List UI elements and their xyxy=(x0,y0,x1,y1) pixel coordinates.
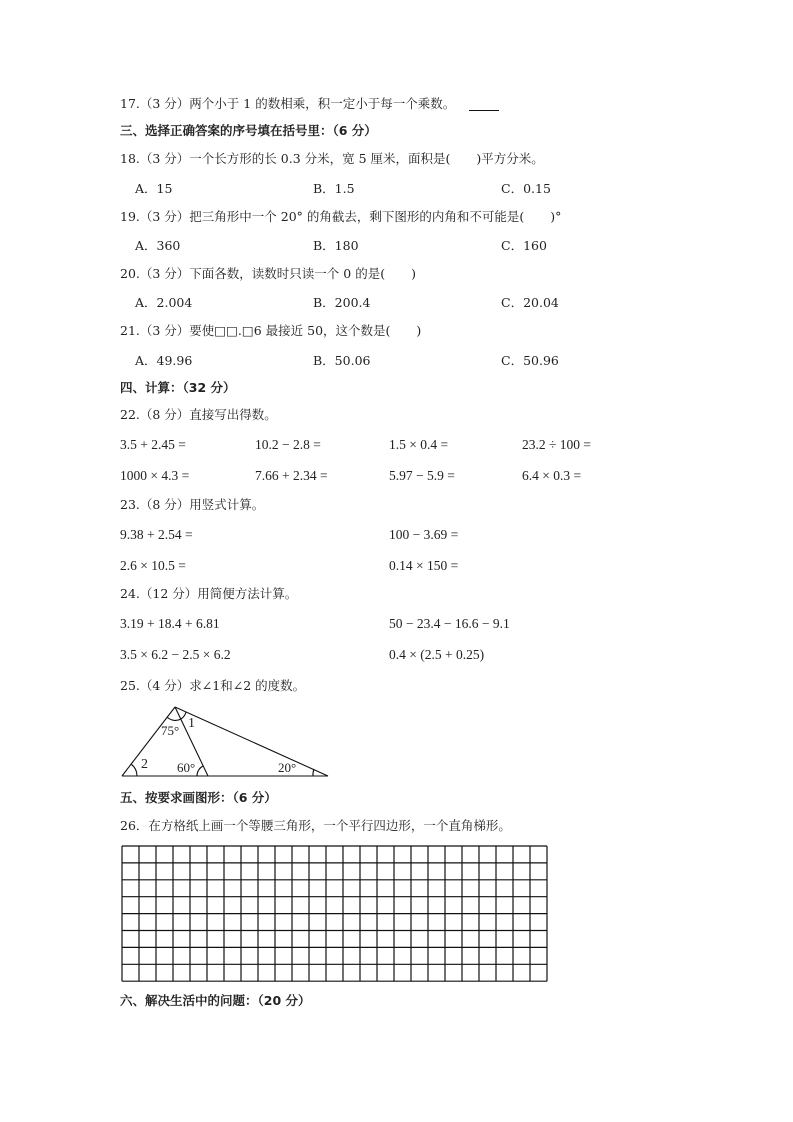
question-18-text: 18.（3 分）一个长方形的长 0.3 分米，宽 5 厘米，面积是( xyxy=(120,151,451,166)
option-a: A．360 xyxy=(135,238,181,253)
angle-label-60: 60° xyxy=(177,760,196,775)
expression: 5.97 − 5.9 = xyxy=(389,468,455,483)
question-21-text: 21.（3 分）要使□□.□6 最接近 50，这个数是( xyxy=(120,323,391,338)
question-20-suffix: ) xyxy=(411,266,416,281)
expression: 2.6 × 10.5 = xyxy=(120,558,186,573)
expression: 10.2 − 2.8 = xyxy=(255,437,321,452)
angle-label-2: 2 xyxy=(141,757,148,772)
expression: 9.38 + 2.54 = xyxy=(120,527,193,542)
expression: 7.66 + 2.34 = xyxy=(255,468,328,483)
expression: 3.19 + 18.4 + 6.81 xyxy=(120,616,220,631)
angle-label-20: 20° xyxy=(278,760,297,775)
section-6-title: 六、解决生活中的问题：（20 分） xyxy=(120,993,311,1008)
option-b: B．1.5 xyxy=(313,181,355,196)
option-c: C．50.96 xyxy=(501,353,559,368)
option-a: A．2.004 xyxy=(135,295,193,310)
option-c: C．160 xyxy=(501,238,547,253)
question-25: 25.（4 分）求∠1和∠2 的度数。 xyxy=(120,678,306,693)
expression: 6.4 × 0.3 = xyxy=(522,468,582,483)
expression: 3.5 × 6.2 − 2.5 × 6.2 xyxy=(120,647,231,662)
option-a: A．15 xyxy=(135,181,173,196)
option-b: B．50.06 xyxy=(313,353,371,368)
question-17-text: 17.（3 分）两个小于 1 的数相乘，积一定小于每一个乘数。 xyxy=(120,96,456,111)
question-19-suffix: )° xyxy=(550,209,562,224)
section-4-title: 四、计算：（32 分） xyxy=(120,380,236,395)
option-c: C．0.15 xyxy=(501,181,551,196)
option-b: B．200.4 xyxy=(313,295,371,310)
angle-label-1: 1 xyxy=(188,716,195,731)
expression: 50 − 23.4 − 16.6 − 9.1 xyxy=(389,616,510,631)
expression: 3.5 + 2.45 = xyxy=(120,437,186,452)
question-22: 22.（8 分）直接写出得数。 xyxy=(120,407,277,422)
section-5-title: 五、按要求画图形：（6 分） xyxy=(120,790,277,805)
question-18-suffix: )平方分米。 xyxy=(476,151,544,166)
expression: 100 − 3.69 = xyxy=(389,527,459,542)
angle-label-75: 75° xyxy=(161,723,180,738)
expression: 0.14 × 150 = xyxy=(389,558,459,573)
expression: 1.5 × 0.4 = xyxy=(389,437,449,452)
expression: 1000 × 4.3 = xyxy=(120,468,190,483)
question-23: 23.（8 分）用竖式计算。 xyxy=(120,497,265,512)
expression: 23.2 ÷ 100 = xyxy=(522,437,592,452)
option-b: B．180 xyxy=(313,238,359,253)
section-3-title: 三、选择正确答案的序号填在括号里：（6 分） xyxy=(120,123,377,138)
question-20-text: 20.（3 分）下面各数，读数时只读一个 0 的是( xyxy=(120,266,386,281)
question-21-suffix: ) xyxy=(416,323,422,338)
option-c: C．20.04 xyxy=(501,295,559,310)
question-24: 24.（12 分）用简便方法计算。 xyxy=(120,586,298,601)
option-a: A．49.96 xyxy=(135,353,193,368)
expression: 0.4 × (2.5 + 0.25) xyxy=(389,647,485,662)
question-19-text: 19.（3 分）把三角形中一个 20° 的角截去，剩下图形的内角和不可能是( xyxy=(120,209,525,224)
question-26: 26．在方格纸上画一个等腰三角形，一个平行四边形，一个直角梯形。 xyxy=(120,818,511,833)
